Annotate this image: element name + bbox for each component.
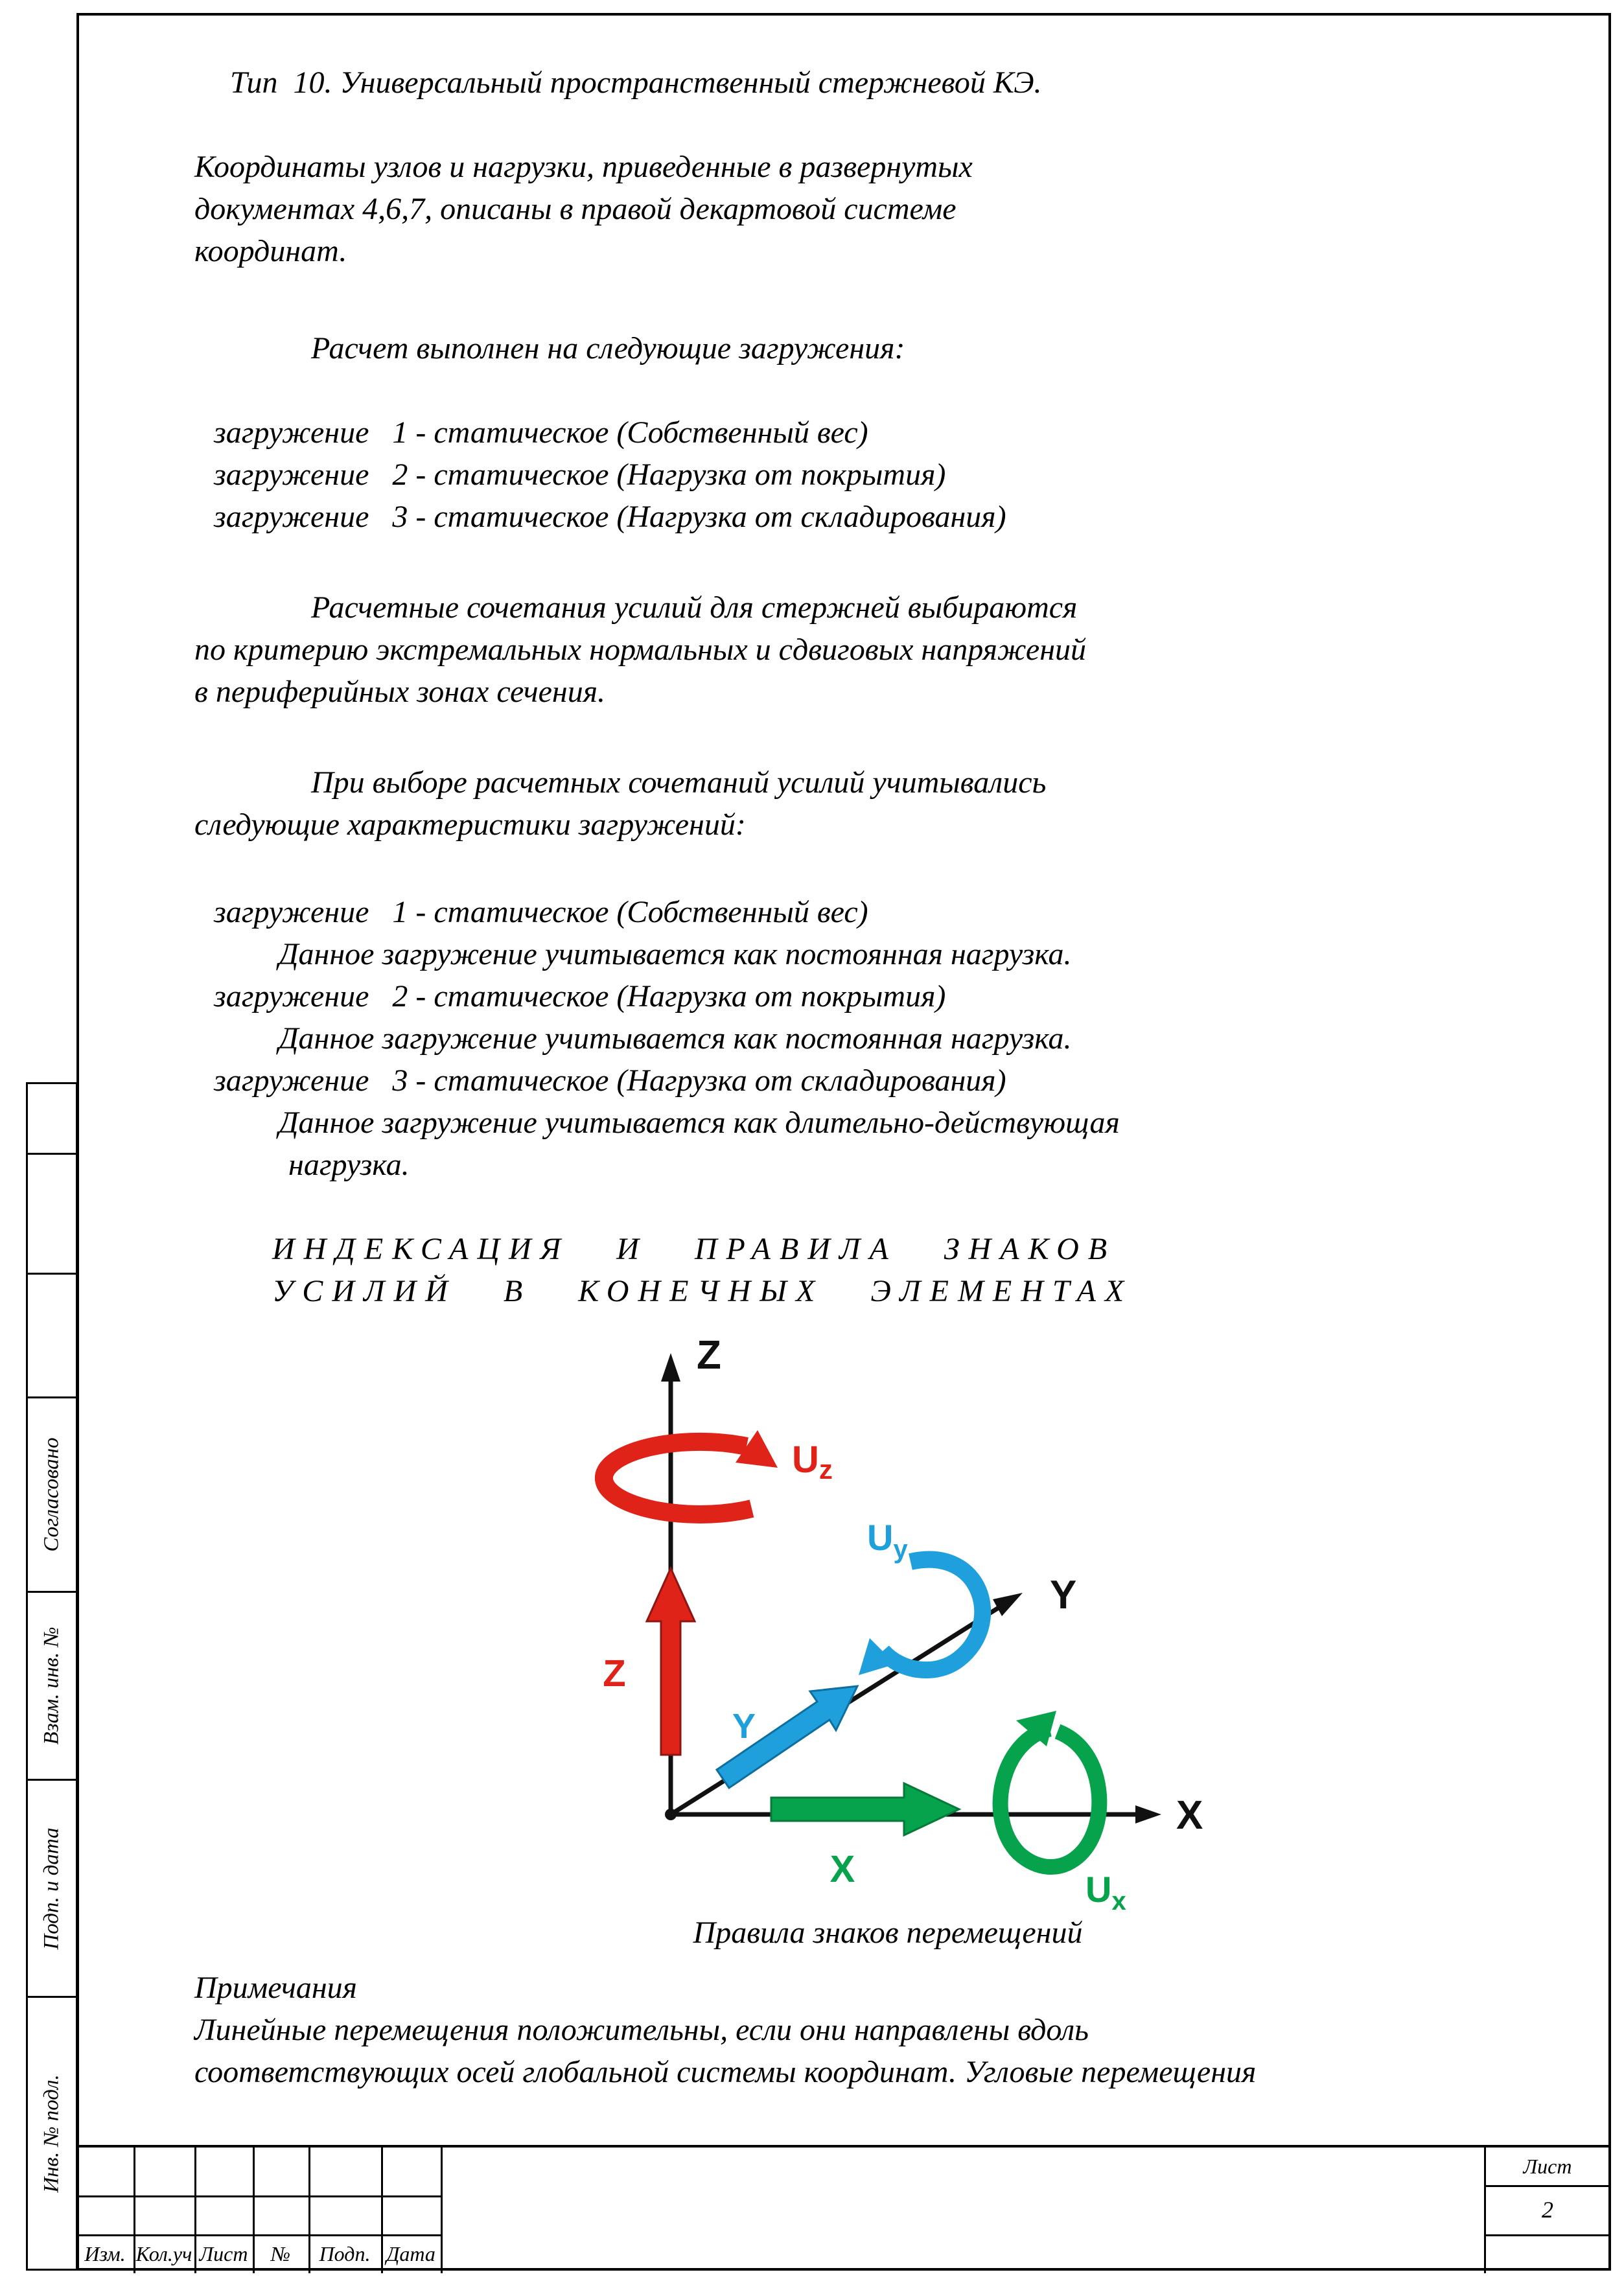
- z-displacement-group: [603, 1430, 833, 1755]
- notes-line: Линейные перемещения положительны, если они направлены вдоль: [194, 2013, 1089, 2047]
- notes-block: [194, 1967, 1256, 2093]
- notes-title: Примечания: [194, 1971, 357, 2005]
- sidebar-label-signature-date: Подп. и дата: [40, 1827, 64, 1950]
- sidebar-empty-cell: [26, 1082, 78, 1155]
- text-line: документах 4,6,7, описаны в правой декартовой системе: [194, 192, 957, 226]
- stamp-col-koluch: Кол.уч: [135, 2241, 192, 2265]
- load-case-item: загружение 3 - статическое (Нагрузка от складирования): [214, 500, 1006, 534]
- ux-rotation-arrow: [1001, 1729, 1100, 1867]
- sidebar-label-replacement-inv: Взам. инв. №: [40, 1627, 64, 1745]
- stamp-col-podp: Подп.: [319, 2241, 371, 2265]
- uy-label-sub: y: [893, 1535, 908, 1564]
- text-line: в периферийных зонах сечения.: [194, 675, 606, 709]
- title-block: [76, 2145, 1611, 2271]
- paragraph-combinations: [194, 586, 1086, 713]
- notes-line: соответствующих осей глобальной системы координат. Угловые перемещения: [194, 2055, 1257, 2089]
- stamp-col-list: Лист: [199, 2241, 248, 2265]
- section-heading: [272, 1228, 1133, 1312]
- uy-label-base: U: [867, 1517, 894, 1558]
- load-case-item: загружение 2 - статическое (Нагрузка от покрытия): [214, 979, 946, 1013]
- uy-rotation-arrow: [883, 1560, 982, 1671]
- uz-label-sub: z: [818, 1454, 833, 1485]
- text-line: Координаты узлов и нагрузки, приведенные в развернутых: [194, 150, 973, 184]
- load-case-item: загружение 1 - статическое (Собственный вес): [214, 895, 868, 929]
- sidebar-empty-cell: [26, 1273, 78, 1398]
- paragraph-calc-intro: [311, 327, 905, 369]
- sign-convention-figure: [538, 1322, 1283, 1931]
- paragraph-selection: [194, 761, 1046, 846]
- section-heading-line: УСИЛИЙ В КОНЕЧНЫХ ЭЛЕМЕНТАХ: [272, 1274, 1133, 1308]
- load-characteristics-list: [214, 891, 1120, 1186]
- sheet-number: 2: [1542, 2197, 1553, 2223]
- stamp-col-data: Дата: [386, 2241, 435, 2265]
- y-axis-label: Y: [1050, 1573, 1077, 1617]
- load-case-item: загружение 1 - статическое (Собственный вес): [214, 415, 868, 450]
- sidebar-cell-inventory-number: [26, 1996, 78, 2271]
- stamp-divider: [76, 2195, 443, 2197]
- z-axis-label: Z: [697, 1333, 721, 1378]
- text-line: Расчет выполнен на следующие загружения:: [311, 331, 905, 365]
- z-vector-label: Z: [603, 1652, 626, 1695]
- sidebar-cell-replacement-inv: [26, 1591, 78, 1781]
- stamp-col-number: №: [270, 2241, 291, 2265]
- stamp-divider: [441, 2148, 443, 2273]
- sidebar-cell-agreed: [26, 1396, 78, 1593]
- uz-label-base: U: [792, 1439, 819, 1481]
- z-axis-arrowhead: [661, 1353, 680, 1382]
- paragraph-coordinates: [194, 146, 973, 272]
- sidebar-label-inventory-number: Инв. № подл.: [40, 2074, 64, 2193]
- load-case-note: Данное загружение учитывается как постоянная нагрузка.: [279, 937, 1072, 971]
- ux-rotation-label: [1085, 1869, 1126, 1916]
- load-case-item: загружение 2 - статическое (Нагрузка от покрытия): [214, 457, 946, 492]
- figure-caption-text: Правила знаков перемещений: [693, 1916, 1083, 1950]
- ux-label-sub: x: [1111, 1887, 1126, 1916]
- section-heading-line: ИНДЕКСАЦИЯ И ПРАВИЛА ЗНАКОВ: [272, 1232, 1117, 1266]
- z-vector-arrow: [647, 1568, 695, 1755]
- load-case-item: загружение 3 - статическое (Нагрузка от складирования): [214, 1063, 1006, 1098]
- load-case-note: нагрузка.: [288, 1148, 410, 1182]
- text-line: Расчетные сочетания усилий для стержней выбираются: [311, 590, 1078, 625]
- load-case-note: Данное загружение учитывается как длительно-действующая: [279, 1106, 1120, 1140]
- text-line: следующие характеристики загружений:: [194, 807, 746, 842]
- sidebar-label-agreed: Согласовано: [40, 1437, 64, 1552]
- uy-rotation-label: [867, 1517, 908, 1564]
- x-axis-label: X: [1176, 1793, 1203, 1838]
- y-displacement-group: [717, 1517, 982, 1788]
- y-axis-arrowhead: [993, 1593, 1023, 1616]
- sidebar-cell-signature-date: [26, 1779, 78, 1998]
- sidebar-empty-cell: [26, 1153, 78, 1275]
- x-vector-label: X: [829, 1848, 855, 1890]
- x-vector-arrow: [771, 1783, 959, 1835]
- x-axis-arrowhead: [1135, 1805, 1161, 1824]
- text-line: координат.: [194, 234, 347, 268]
- text-line: При выборе расчетных сочетаний усилий учитывались: [311, 765, 1047, 800]
- doc-title-text: Тип 10. Универсальный пространственный стержневой КЭ.: [230, 65, 1042, 100]
- uz-rotation-label: [792, 1439, 833, 1485]
- figure-caption: [515, 1912, 1260, 1954]
- y-vector-label: Y: [732, 1707, 756, 1746]
- doc-title: [230, 62, 1042, 104]
- stamp-divider: [1484, 2234, 1611, 2236]
- load-case-list: [214, 411, 1006, 538]
- load-case-note: Данное загружение учитывается как постоянная нагрузка.: [279, 1021, 1072, 1056]
- stamp-col-izm: Изм.: [84, 2241, 126, 2265]
- uz-rotation-arrow: [604, 1442, 752, 1514]
- ux-label-base: U: [1085, 1869, 1112, 1910]
- sheet-label: Лист: [1523, 2154, 1572, 2178]
- text-line: по критерию экстремальных нормальных и сдвиговых напряжений: [194, 632, 1087, 667]
- origin-dot: [665, 1809, 677, 1820]
